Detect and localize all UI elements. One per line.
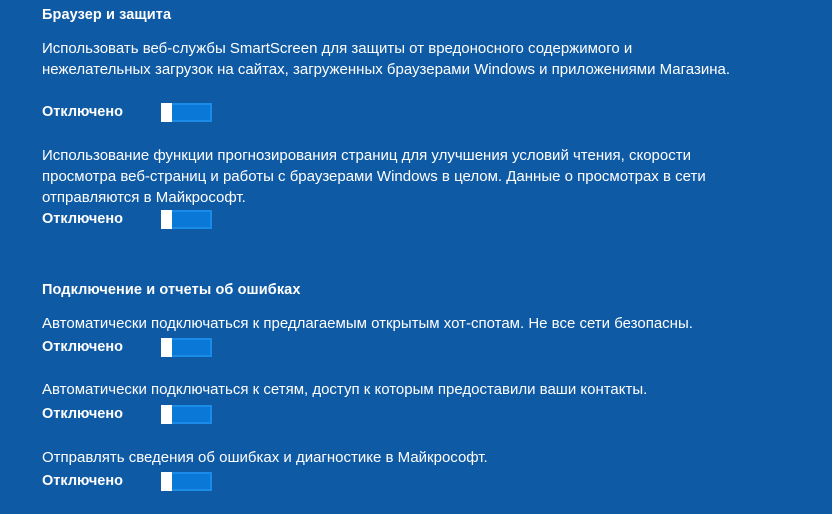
toggle-knob: [161, 210, 172, 229]
toggle-knob: [161, 405, 172, 424]
section-title-browser-protection: Браузер и защита: [42, 7, 172, 23]
setting-description-contact-networks: Автоматически подключаться к сетям, доступ к которым предоставили ваши контакты.: [42, 381, 648, 398]
setting-status-page-prediction: Отключено: [42, 211, 123, 227]
setting-status-error-diagnostics: Отключено: [42, 473, 123, 489]
toggle-knob: [161, 472, 172, 491]
setting-status-open-hotspots: Отключено: [42, 339, 123, 355]
toggle-knob: [161, 103, 172, 122]
section-title-connectivity-error-reporting: Подключение и отчеты об ошибках: [42, 282, 301, 298]
setting-status-smartscreen: Отключено: [42, 104, 123, 120]
toggle-smartscreen[interactable]: [161, 103, 212, 122]
toggle-contact-networks[interactable]: [161, 405, 212, 424]
setting-status-contact-networks: Отключено: [42, 406, 123, 422]
setting-description-open-hotspots: Автоматически подключаться к предлагаемым открытым хот-спотам. Не все сети безопасны.: [42, 315, 693, 332]
toggle-page-prediction[interactable]: [161, 210, 212, 229]
setting-description-error-diagnostics: Отправлять сведения об ошибках и диагностике в Майкрософт.: [42, 449, 488, 466]
toggle-error-diagnostics[interactable]: [161, 472, 212, 491]
toggle-knob: [161, 338, 172, 357]
setting-description-smartscreen: Использовать веб-службы SmartScreen для защиты от вредоносного содержимого и нежелательных загрузок на сайтах, загруженных браузерами Windows и приложениями Магазина.: [42, 40, 731, 78]
setting-description-page-prediction: Использование функции прогнозирования страниц для улучшения условий чтения, скорости просмотра веб-страниц и работы с браузерами Windows в целом. Данные о просмотрах в сети отправляются в Майкрософт.: [42, 147, 706, 206]
toggle-open-hotspots[interactable]: [161, 338, 212, 357]
